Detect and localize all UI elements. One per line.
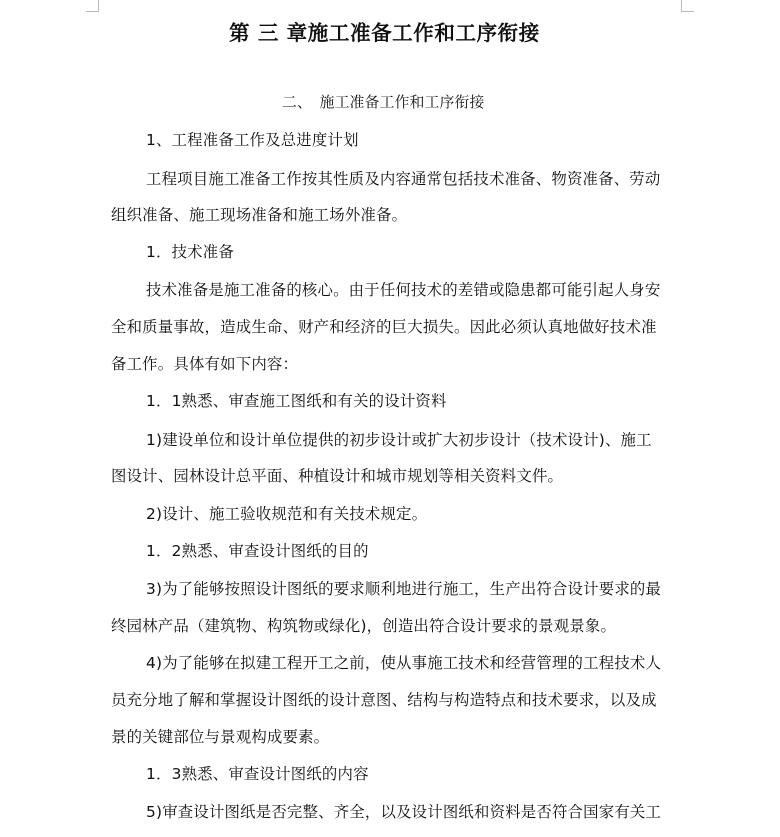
paragraph-line: 员充分地了解和掌握设计图纸的设计意图、结构与构造特点和技术要求，以及成 [111,691,657,709]
subheading-line: 1．3熟悉、审查设计图纸的内容 [146,765,369,783]
paragraph-line: 全和质量事故，造成生命、财产和经济的巨大损失。因此必须认真地做好技术准 [111,318,657,336]
subheading-line: 1．2熟悉、审查设计图纸的目的 [146,542,369,560]
paragraph-line: 景的关键部位与景观构成要素。 [111,728,330,746]
subheading-line: 1．技术准备 [146,243,234,261]
paragraph-line: 组织准备、施工现场准备和施工场外准备。 [111,206,408,224]
paragraph-line: 技术准备是施工准备的核心。由于任何技术的差错或隐患都可能引起人身安 [146,281,661,299]
paragraph-line: 3)为了能够按照设计图纸的要求顺利地进行施工，生产出符合设计要求的最 [146,580,662,598]
subheading-line: 1．1熟悉、审查施工图纸和有关的设计资料 [146,392,447,410]
paragraph-line: 4)为了能够在拟建工程开工之前，使从事施工技术和经营管理的工程技术人 [146,654,662,672]
paragraph-line: 终园林产品（建筑物、构筑物或绿化)，创造出符合设计要求的景观景象。 [111,617,617,635]
paragraph-line: 图设计、园林设计总平面、种植设计和城市规划等相关资料文件。 [111,467,564,485]
section-heading: 二、 施工准备工作和工序衔接 [282,94,485,111]
paragraph-line: 备工作。具体有如下内容： [111,355,299,373]
paragraph-line: 工程项目施工准备工作按其性质及内容通常包括技术准备、物资准备、劳动 [146,170,661,188]
paragraph-line: 1)建设单位和设计单位提供的初步设计或扩大初步设计（技术设计)、施工 [146,431,652,449]
paragraph-line: 2)设计、施工验收规范和有关技术规定。 [146,505,428,523]
subheading-line: 1、工程准备工作及总进度计划 [146,131,359,149]
chapter-title: 第 三 章施工准备工作和工序衔接 [229,21,540,45]
paragraph-line: 5)审查设计图纸是否完整、齐全，以及设计图纸和资料是否符合国家有关工 [146,803,662,821]
